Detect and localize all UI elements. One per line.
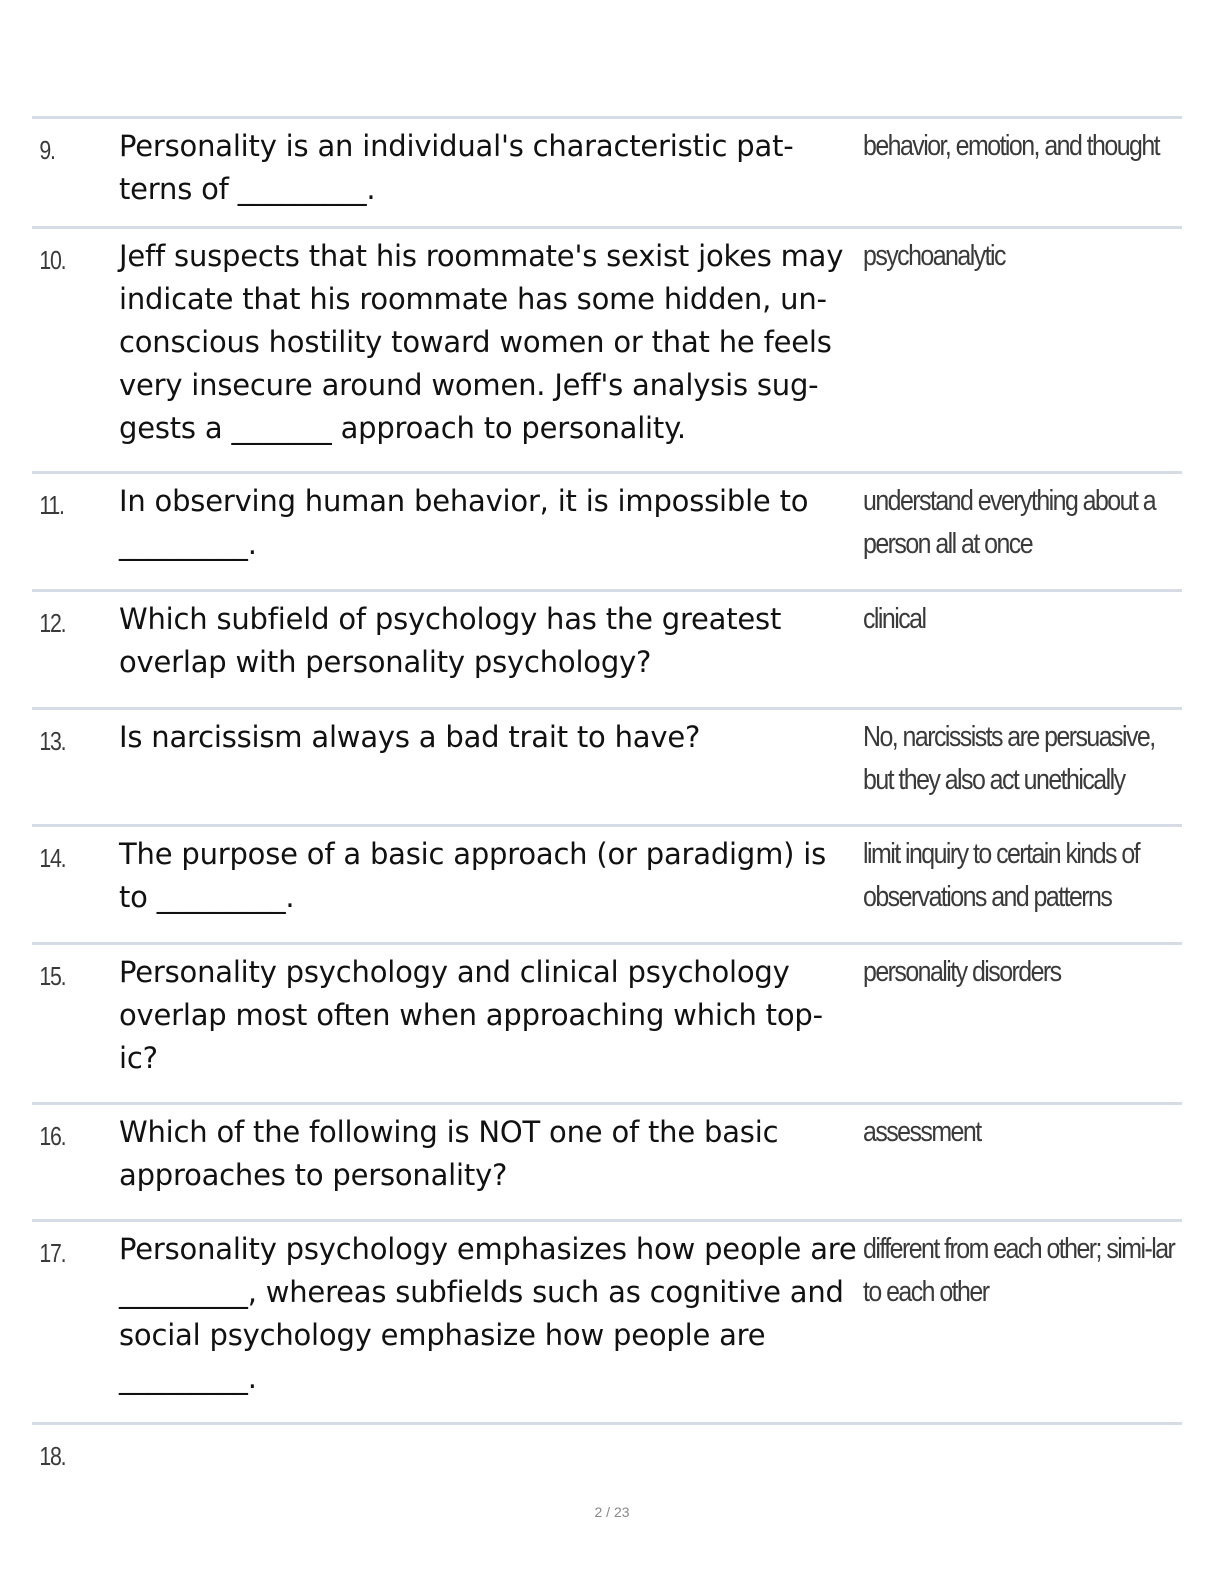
card-definition — [861, 119, 1181, 168]
page-indicator: 2 / 23 — [594, 1504, 630, 1520]
card-definition-text: No, narcissists are persuasive, but they also act unethically — [863, 721, 1155, 796]
card-number: 13. — [39, 726, 66, 756]
flashcard-list — [32, 116, 1182, 1485]
card-definition — [861, 229, 1181, 278]
card-number: 11. — [39, 490, 64, 520]
flashcard-row — [32, 1105, 1182, 1222]
flashcard-row — [32, 945, 1182, 1105]
card-number: 16. — [39, 1121, 66, 1151]
card-definition — [861, 1425, 1181, 1474]
card-definition — [861, 1222, 1181, 1314]
card-definition — [861, 1105, 1181, 1154]
card-term: Which subfield of psychology has the greatest overlap with personality psychology? — [119, 602, 782, 679]
flashcard-row — [32, 592, 1182, 710]
card-number: 18. — [39, 1441, 66, 1471]
card-number: 15. — [39, 961, 66, 991]
flashcard-row — [32, 1425, 1182, 1485]
card-definition — [861, 592, 1181, 641]
card-definition — [861, 827, 1181, 919]
card-term: Personality psychology and clinical psychology overlap most often when approaching which top-ic? — [119, 955, 823, 1075]
card-term: Which of the following is NOT one of the basic approaches to personality? — [119, 1115, 779, 1192]
card-definition-text: psychoanalytic — [863, 240, 1005, 272]
card-term: Personality psychology emphasizes how people are _________, whereas subfields such as cognitive and social psychology emphasize how people are _________. — [119, 1232, 857, 1395]
card-definition-text: assessment — [863, 1116, 981, 1148]
card-number: 10. — [39, 245, 66, 275]
flashcard-row — [32, 119, 1182, 229]
card-definition-text: understand everything about a person all at once — [863, 485, 1156, 560]
card-term: Personality is an individual's characteristic pat-terns of _________. — [119, 129, 794, 206]
flashcard-row — [32, 1222, 1182, 1425]
card-definition — [861, 474, 1181, 566]
card-definition — [861, 945, 1181, 994]
card-term: The purpose of a basic approach (or paradigm) is to _________. — [119, 837, 827, 914]
card-definition-text: clinical — [863, 603, 926, 635]
card-term: Is narcissism always a bad trait to have? — [119, 720, 701, 754]
card-definition-text: different from each other; simi-lar to each other — [863, 1233, 1175, 1308]
card-definition-text: behavior, emotion, and thought — [863, 130, 1160, 162]
card-number: 12. — [39, 608, 66, 638]
card-number: 9. — [39, 135, 55, 165]
card-term — [119, 1425, 861, 1445]
card-number: 14. — [39, 843, 66, 873]
flashcard-row — [32, 229, 1182, 474]
card-term: Jeff suspects that his roommate's sexist jokes may indicate that his roommate has some hidden, un-conscious hostility toward women or that he feels very insecure around women. Jeff's analysis sug-gests a _______ approach to personality. — [119, 239, 844, 445]
flashcard-row — [32, 710, 1182, 827]
flashcard-row — [32, 474, 1182, 592]
flashcard-row — [32, 827, 1182, 945]
card-number: 17. — [39, 1238, 66, 1268]
card-term: In observing human behavior, it is impossible to _________. — [119, 484, 809, 561]
card-definition-text: limit inquiry to certain kinds of observations and patterns — [863, 838, 1140, 913]
card-definition-text: personality disorders — [863, 956, 1061, 988]
card-definition — [861, 710, 1181, 802]
